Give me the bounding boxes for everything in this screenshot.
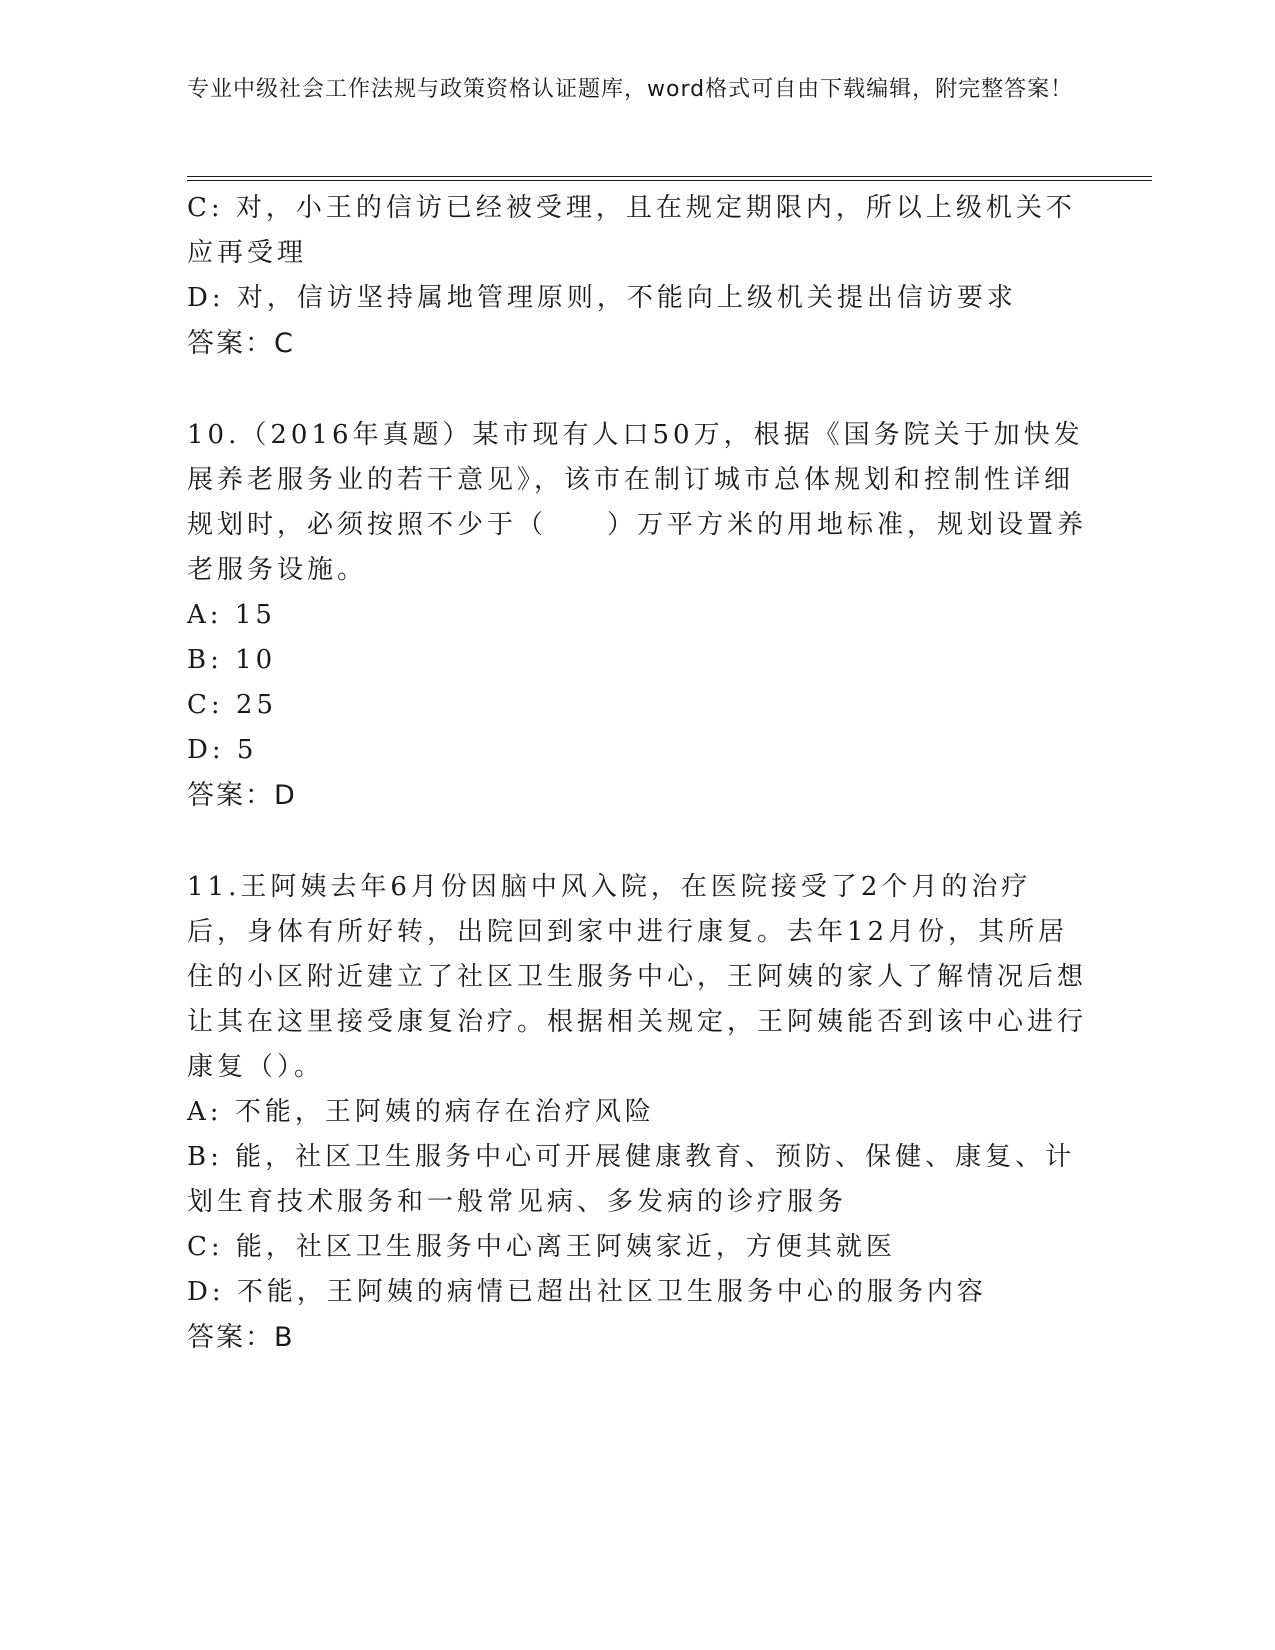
document-body [187, 186, 1087, 1360]
option-label: A: [187, 1097, 223, 1127]
option-label: C: [187, 1232, 224, 1262]
option-c [187, 683, 1087, 728]
previous-question-continuation [187, 186, 1087, 366]
question-stem: 10.（2016年真题）某市现有人口50万，根据《国务院关于加快发展养老服务业的若干意见》，该市在制订城市总体规划和控制性详细规划时，必须按照不少于（ ）万平方米的用地标准，规划设置养老服务设施。 [187, 420, 1088, 585]
option-text: 能，社区卫生服务中心离王阿姨家近，方便其就医 [235, 1232, 896, 1262]
option-text: 15 [234, 600, 276, 630]
question-stem: 11.王阿姨去年6月份因脑中风入院，在医院接受了2个月的治疗后，身体有所好转，出院回到家中进行康复。去年12月份，其所居住的小区附近建立了社区卫生服务中心，王阿姨的家人了解情况后想让其在这里接受康复治疗。根据相关规定，王阿姨能否到该中心进行康复（）。 [187, 872, 1088, 1082]
option-text: 对，小王的信访已经被受理，且在规定期限内，所以上级机关不应再受理 [187, 193, 1076, 268]
answer-line: 答案：D [187, 780, 297, 811]
option-b [187, 638, 1087, 683]
option-label: D: [187, 735, 225, 765]
option-label: B: [187, 1142, 223, 1172]
option-text: 对，信访坚持属地管理原则，不能向上级机关提出信访要求 [236, 283, 1017, 313]
option-text: 5 [236, 735, 258, 765]
option-d [187, 728, 1087, 773]
option-c [187, 1225, 1087, 1270]
option-text: 能，社区卫生服务中心可开展健康教育、预防、保健、康复、计划生育技术服务和一般常见病、多发病的诊疗服务 [187, 1142, 1076, 1217]
option-text: 不能，王阿姨的病存在治疗风险 [234, 1097, 655, 1127]
answer-line: 答案：B [187, 1322, 295, 1353]
option-label: D: [187, 283, 225, 313]
option-label: D: [187, 1277, 225, 1307]
option-c [187, 186, 1087, 276]
option-a [187, 593, 1087, 638]
document-header: 专业中级社会工作法规与政策资格认证题库，word格式可自由下载编辑，附完整答案！ [187, 77, 1074, 102]
option-label: C: [187, 193, 224, 223]
question-10 [187, 413, 1087, 818]
option-a [187, 1090, 1087, 1135]
option-text: 25 [235, 690, 278, 720]
option-text: 不能，王阿姨的病情已超出社区卫生服务中心的服务内容 [236, 1277, 987, 1307]
option-label: C: [187, 690, 224, 720]
header-divider [187, 176, 1152, 181]
option-d [187, 1270, 1087, 1315]
option-d [187, 276, 1087, 321]
answer-line: 答案：C [187, 328, 295, 359]
option-label: B: [187, 645, 223, 675]
question-11 [187, 865, 1087, 1360]
option-label: A: [187, 600, 223, 630]
option-b [187, 1135, 1087, 1225]
option-text: 10 [235, 645, 277, 675]
